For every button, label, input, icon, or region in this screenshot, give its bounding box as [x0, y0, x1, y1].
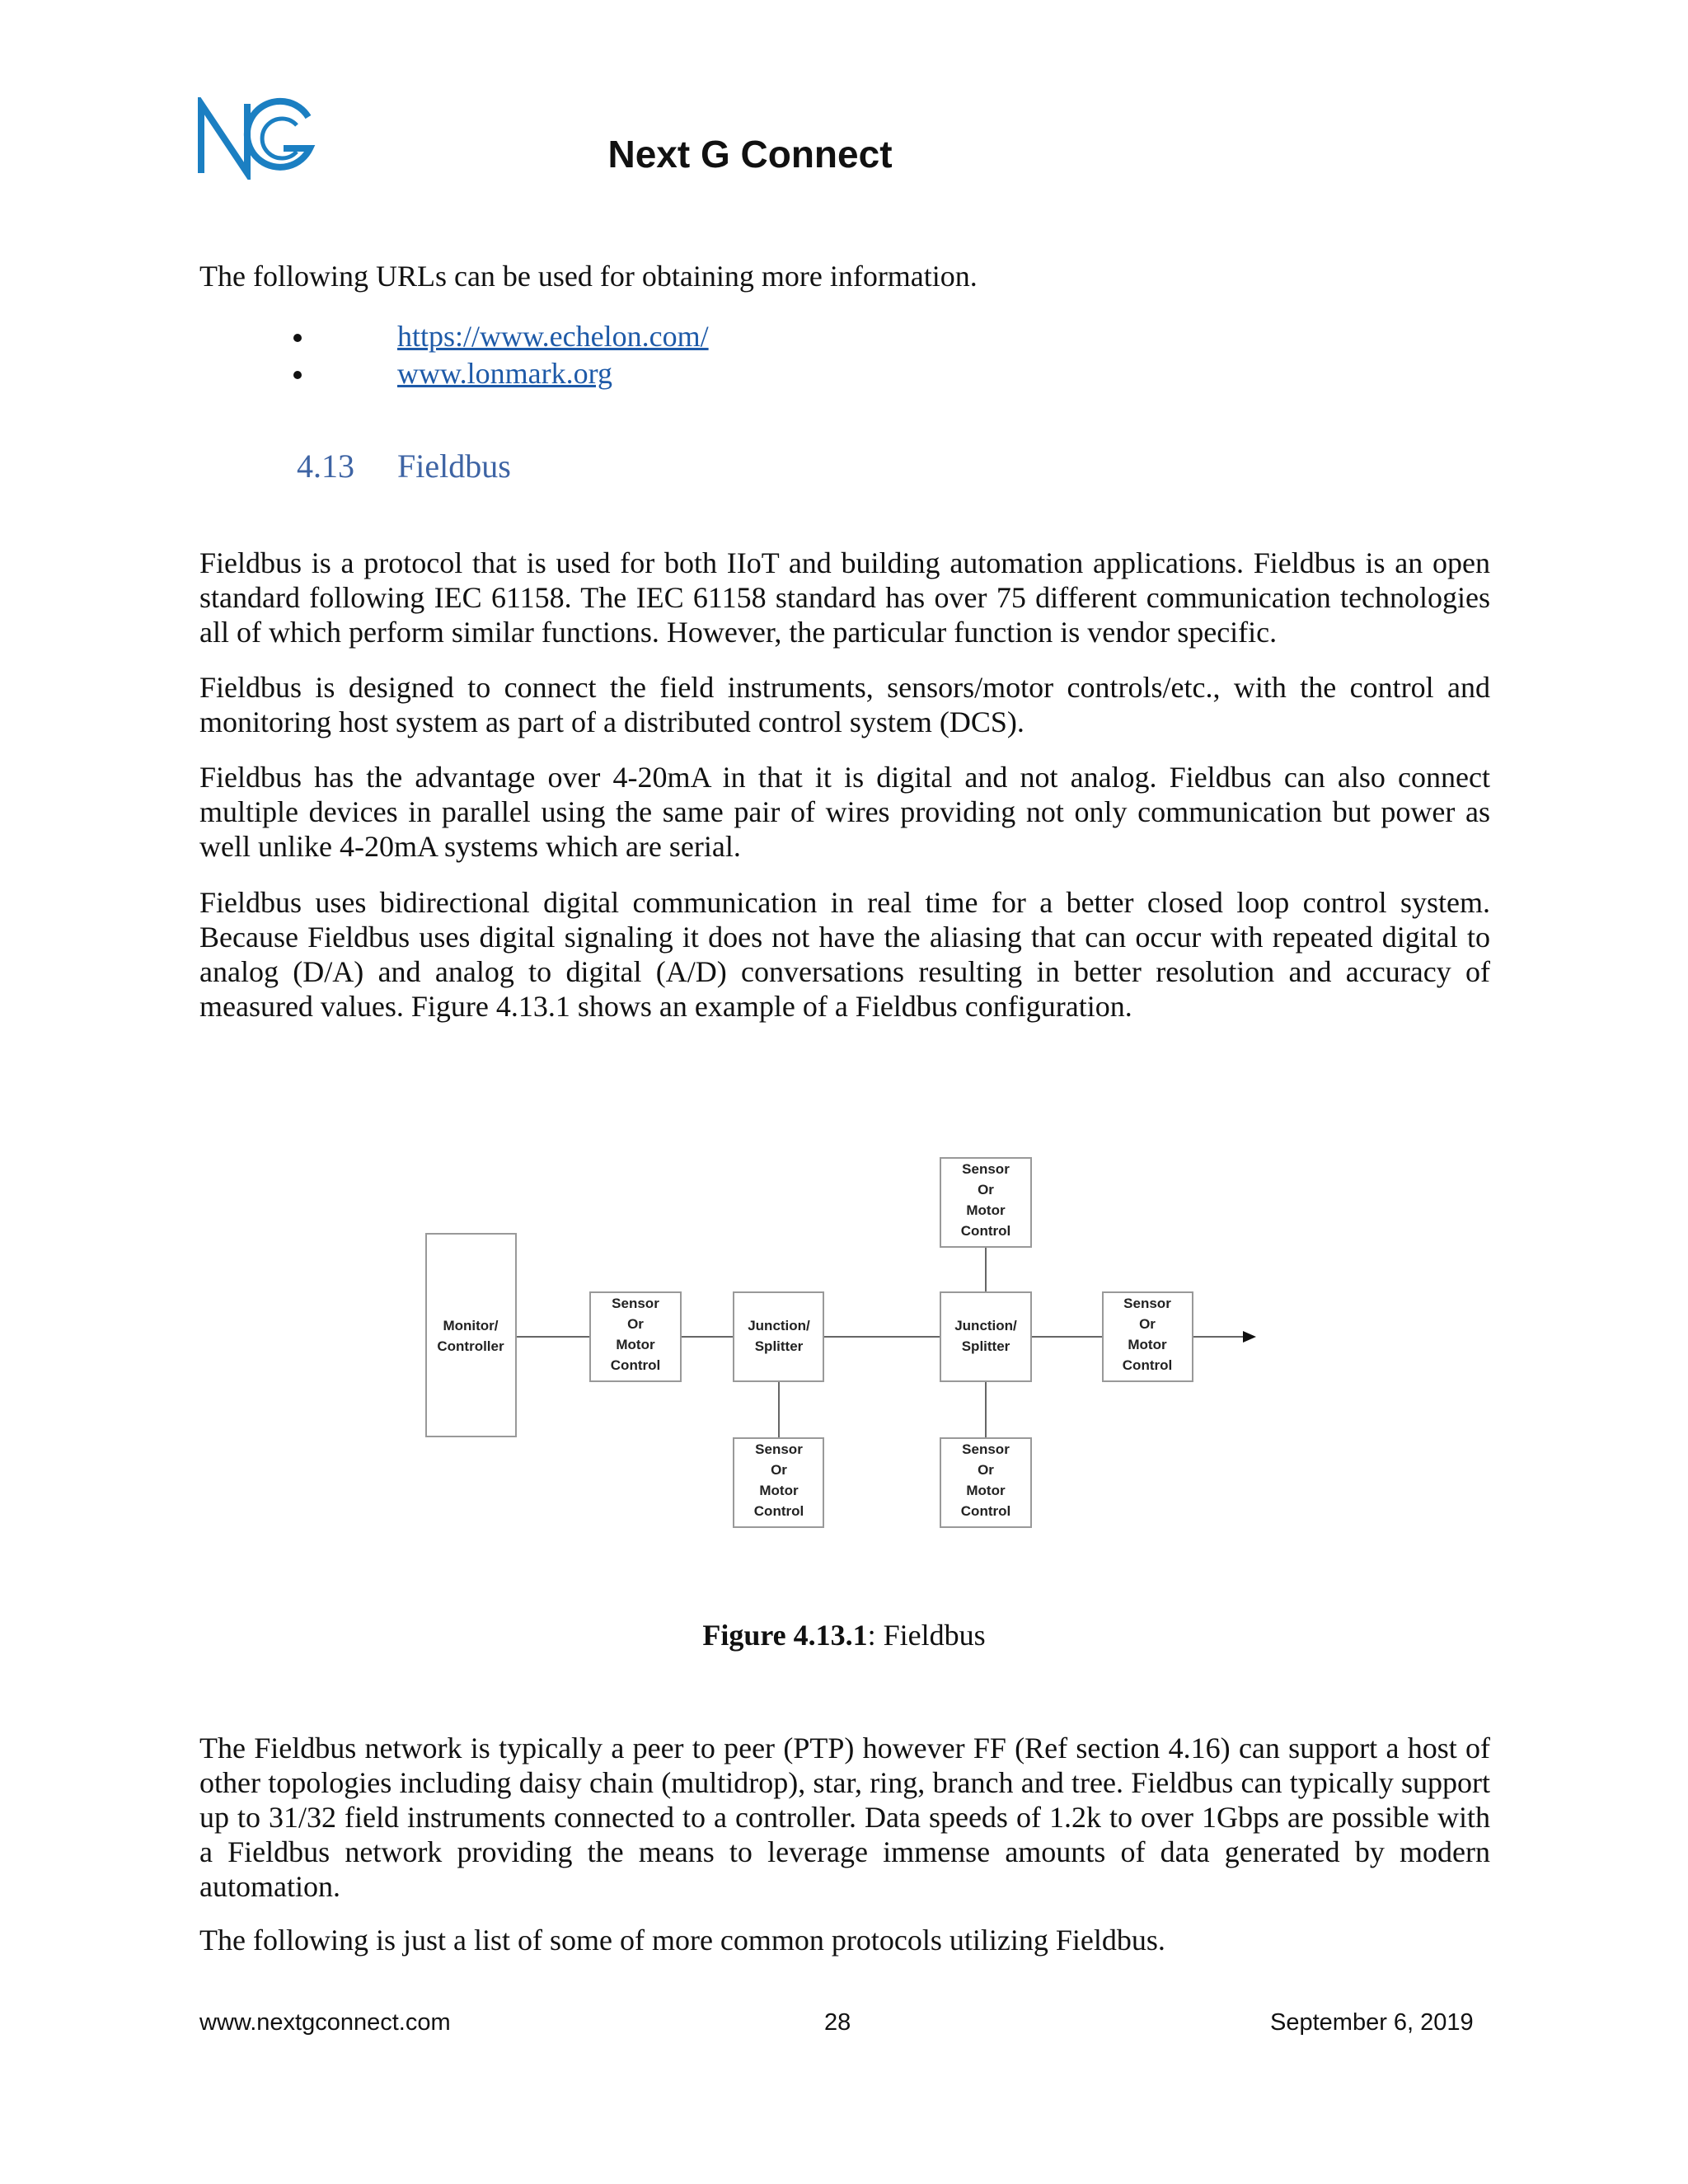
sensor-label-line: Control — [960, 1223, 1011, 1239]
junction-label-line: Splitter — [961, 1338, 1010, 1354]
sensor-label-line: Motor — [966, 1483, 1006, 1498]
section-number: 4.13 — [297, 448, 354, 485]
junction-box — [940, 1292, 1031, 1381]
footer-date: September 6, 2019 — [1270, 2009, 1474, 2036]
footer-website: www.nextgconnect.com — [199, 2009, 451, 2036]
junction-label-line: Junction/ — [954, 1318, 1017, 1333]
paragraph: Fieldbus uses bidirectional digital communication in real time for a better closed loop control system. Because Fieldbus uses digital signaling it does not have the aliasing that can occur with repeated digital to analog (D/A) and analog to digital (A/D) conversations resulting in better resolution and accuracy of measured values. Figure 4.13.1 shows an example of a Fieldbus configuration. — [199, 886, 1490, 1023]
section-heading — [297, 447, 511, 485]
sensor-label-line: Control — [960, 1503, 1011, 1519]
sensor-label-line: Motor — [759, 1483, 799, 1498]
junction-label-line: Splitter — [754, 1338, 804, 1354]
sensor-label-line: Control — [610, 1357, 661, 1373]
sensor-label-line: Or — [771, 1462, 787, 1478]
bullet-icon — [293, 334, 302, 342]
document-title: Next G Connect — [607, 133, 893, 176]
sensor-label-line: Motor — [616, 1337, 655, 1352]
sensor-label-line: Control — [753, 1503, 804, 1519]
sensor-label-line: Or — [978, 1182, 994, 1197]
intro-text: The following URLs can be used for obtaining more information. — [199, 260, 978, 293]
sensor-label-line: Or — [627, 1316, 644, 1332]
junction-label-line: Junction/ — [748, 1318, 810, 1333]
sensor-label-line: Sensor — [962, 1161, 1010, 1177]
sensor-label-line: Control — [1122, 1357, 1173, 1373]
sensor-label-line: Or — [978, 1462, 994, 1478]
sensor-label-line: Sensor — [612, 1296, 659, 1311]
sensor-label-line: Sensor — [1123, 1296, 1171, 1311]
paragraph: Fieldbus is designed to connect the field instruments, sensors/motor controls/etc., with the control and monitoring host system as part of a distributed control system (DCS). — [199, 671, 1490, 738]
sensor-label-line: Sensor — [755, 1441, 803, 1457]
bullet-icon — [293, 371, 302, 379]
monitor-controller-box — [426, 1234, 516, 1436]
paragraph: The following is just a list of some of more common protocols utilizing Fieldbus. — [199, 1924, 1165, 1957]
sensor-label-line: Motor — [966, 1202, 1006, 1218]
fieldbus-diagram — [412, 1154, 1278, 1549]
figure-text: : Fieldbus — [867, 1619, 986, 1652]
paragraph: The Fieldbus network is typically a peer to peer (PTP) however FF (Ref section 4.16) can support a host of other topologies including daisy chain (multidrop), star, ring, branch and tree. Fieldbus can typically support up to 31/32 field instruments connected to a controller. Data speeds of 1.2k to over 1Gbps are possible with a Fieldbus network providing the means to leverage immense amounts of data generated by modern automation. — [199, 1732, 1490, 1903]
sensor-label-line: Sensor — [962, 1441, 1010, 1457]
footer-page-number: 28 — [824, 2009, 851, 2036]
sensor-label-line: Motor — [1128, 1337, 1167, 1352]
arrow-right-icon — [1243, 1331, 1256, 1343]
monitor-label-line: Controller — [437, 1338, 504, 1354]
section-title: Fieldbus — [397, 448, 511, 485]
figure-label: Figure 4.13.1 — [702, 1619, 868, 1652]
paragraph: Fieldbus is a protocol that is used for both IIoT and building automation applications. Fieldbus is an open standard following IEC 61158. The IEC 61158 standard has over 75 different communication technologies all of which perform similar functions. However, the particular function is vendor specific. — [199, 546, 1490, 649]
junction-box — [734, 1292, 823, 1381]
link-lonmark[interactable]: www.lonmark.org — [397, 357, 612, 390]
paragraph: Fieldbus has the advantage over 4-20mA in that it is digital and not analog. Fieldbus can also connect multiple devices in parallel using the same pair of wires providing not only communication but power as well unlike 4-20mA systems which are serial. — [199, 761, 1490, 863]
figure-caption — [0, 1618, 1688, 1652]
sensor-label-line: Or — [1139, 1316, 1156, 1332]
monitor-label-line: Monitor/ — [443, 1318, 499, 1333]
link-echelon[interactable]: https://www.echelon.com/ — [397, 320, 709, 353]
